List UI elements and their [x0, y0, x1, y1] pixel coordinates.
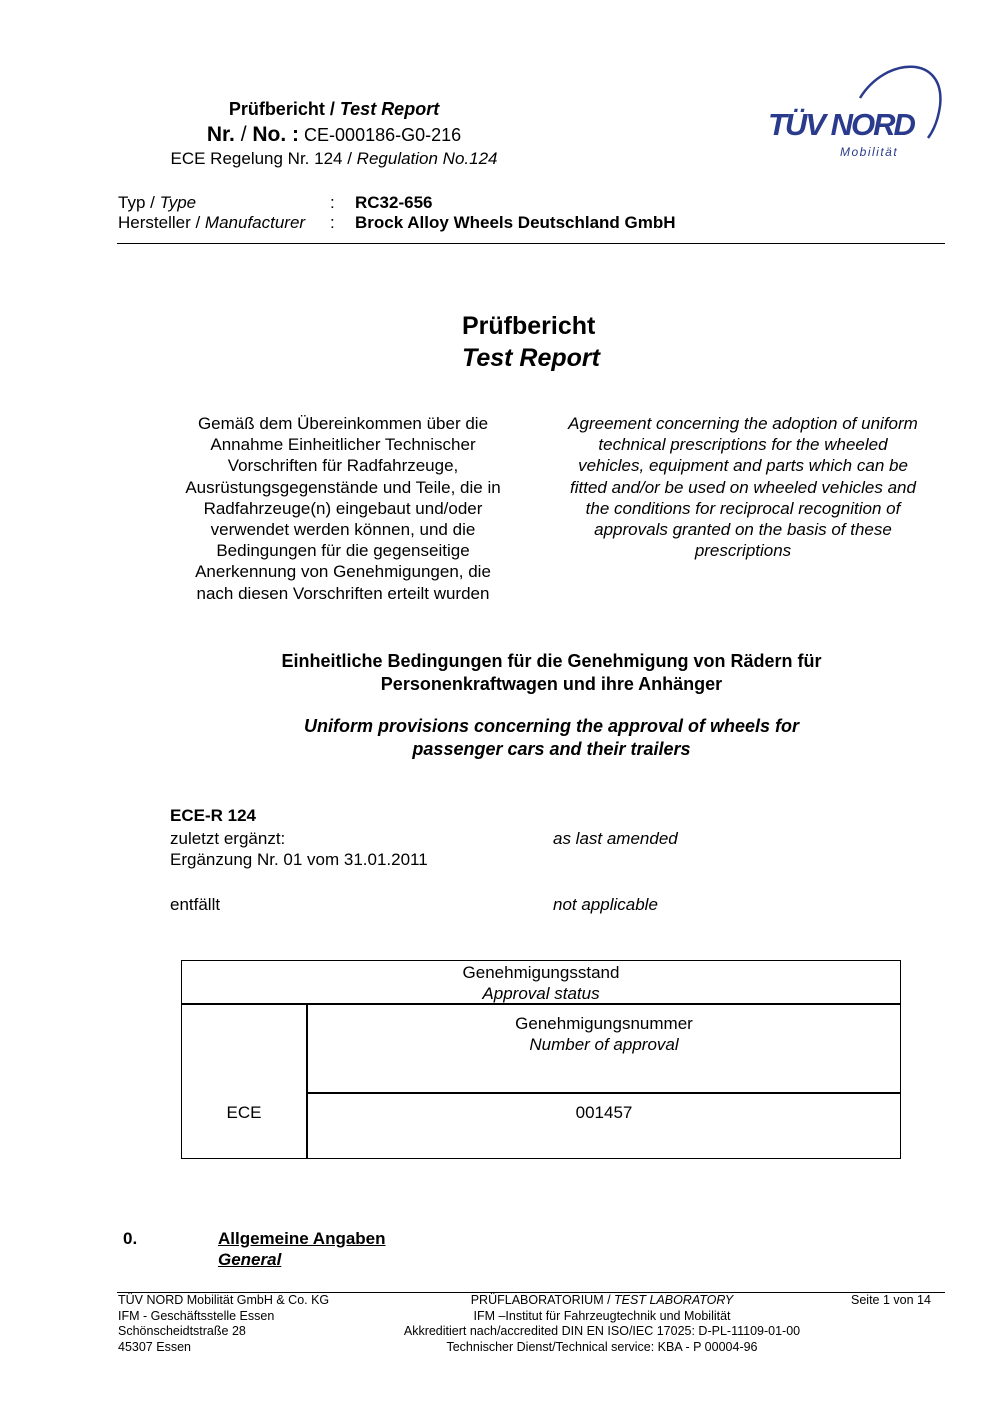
report-number-label-de: Nr. — [206, 123, 235, 146]
approval-row-label: ECE — [226, 1103, 262, 1122]
tuv-nord-logo: TÜV NORD — [768, 107, 914, 142]
conditions-heading-en: Uniform provisions concerning the approval of wheels for passenger cars and their trailers — [303, 716, 800, 759]
approval-status-header: Genehmigungsstand Approval status — [462, 963, 620, 1003]
last-amended-en: as last amended — [553, 829, 678, 848]
page-title-en: Test Report — [462, 344, 600, 372]
report-number-label-en: No. : — [252, 123, 300, 146]
page-title — [462, 310, 600, 374]
approval-number-value: 001457 — [575, 1103, 633, 1122]
regulation-code: ECE-R 124 — [170, 806, 256, 825]
regulation-heading: ECE Regelung Nr. 124 / Regulation No.124 — [170, 149, 498, 168]
approval-number-header: Genehmigungsnummer Number of approval — [515, 1014, 693, 1054]
report-number-value: CE-000186-G0-216 — [304, 125, 462, 145]
report-heading-de: Prüfbericht — [228, 99, 325, 119]
logo-subtitle: Mobilität — [840, 145, 899, 159]
report-number: Nr. / No. : CE-000186-G0-216 — [206, 123, 462, 146]
not-applicable-de: entfällt — [170, 895, 221, 914]
report-heading: Prüfbericht / Test Report — [228, 99, 440, 119]
report-heading-en: Test Report — [339, 99, 440, 119]
type-colon: : — [330, 193, 335, 212]
agreement-text-de: Gemäß dem Übereinkommen über die Annahme Einheitlicher Technischer Vorschriften für Radfahrzeuge, Ausrüstungsgegenstände und Teile, die in Radfahrzeuge(n) eingebaut und/oder verwendet werden können, und die Bedingungen für die gegenseitige Anerkennung von Genehmigungen, die nach diesen Vorschriften erteilt wurden — [185, 414, 501, 603]
section-title-en: General — [218, 1250, 282, 1269]
section-title-de: Allgemeine Angaben — [218, 1229, 386, 1248]
table-inner-divider — [307, 1092, 900, 1094]
manufacturer-label: Hersteller / Manufacturer — [118, 213, 306, 232]
agreement-text-en: Agreement concerning the adoption of uniform technical prescriptions for the wheeled vehicles, equipment and parts which can be fitted and/or be used on wheeled vehicles and the conditions for reciprocal recognition of approvals granted on the basis of these prescriptions — [568, 414, 918, 561]
last-amended-de: zuletzt ergänzt: — [170, 829, 286, 848]
page-number: Seite 1 von 14 — [851, 1293, 931, 1307]
header-divider — [117, 243, 945, 244]
type-label: Typ / Type — [118, 193, 197, 212]
manufacturer-colon: : — [330, 213, 335, 232]
conditions-heading-de: Einheitliche Bedingungen für die Genehmigung von Rädern für Personenkraftwagen und ihre Anhänger — [281, 651, 822, 694]
not-applicable-en: not applicable — [553, 895, 658, 914]
footer-address: TÜV NORD Mobilität GmbH & Co. KG IFM - Geschäftsstelle Essen Schönscheidtstraße 28 45307 Essen — [118, 1293, 330, 1354]
approval-status-table — [181, 960, 901, 1159]
footer-laboratory: PRÜFLABORATORIUM / TEST LABORATORY IFM –Institut für Fahrzeugtechnik und Mobilität Akkreditiert nach/accredited DIN EN ISO/IEC 17025: D-PL-11109-01-00 Technischer Dienst/Technical service: KBA - P 00004-96 — [403, 1293, 801, 1354]
manufacturer-value: Brock Alloy Wheels Deutschland GmbH — [355, 213, 676, 232]
type-value: RC32-656 — [355, 193, 433, 212]
section-number: 0. — [123, 1229, 138, 1248]
amendment-info: Ergänzung Nr. 01 vom 31.01.2011 — [170, 850, 428, 869]
page-title-de: Prüfbericht — [462, 312, 596, 340]
